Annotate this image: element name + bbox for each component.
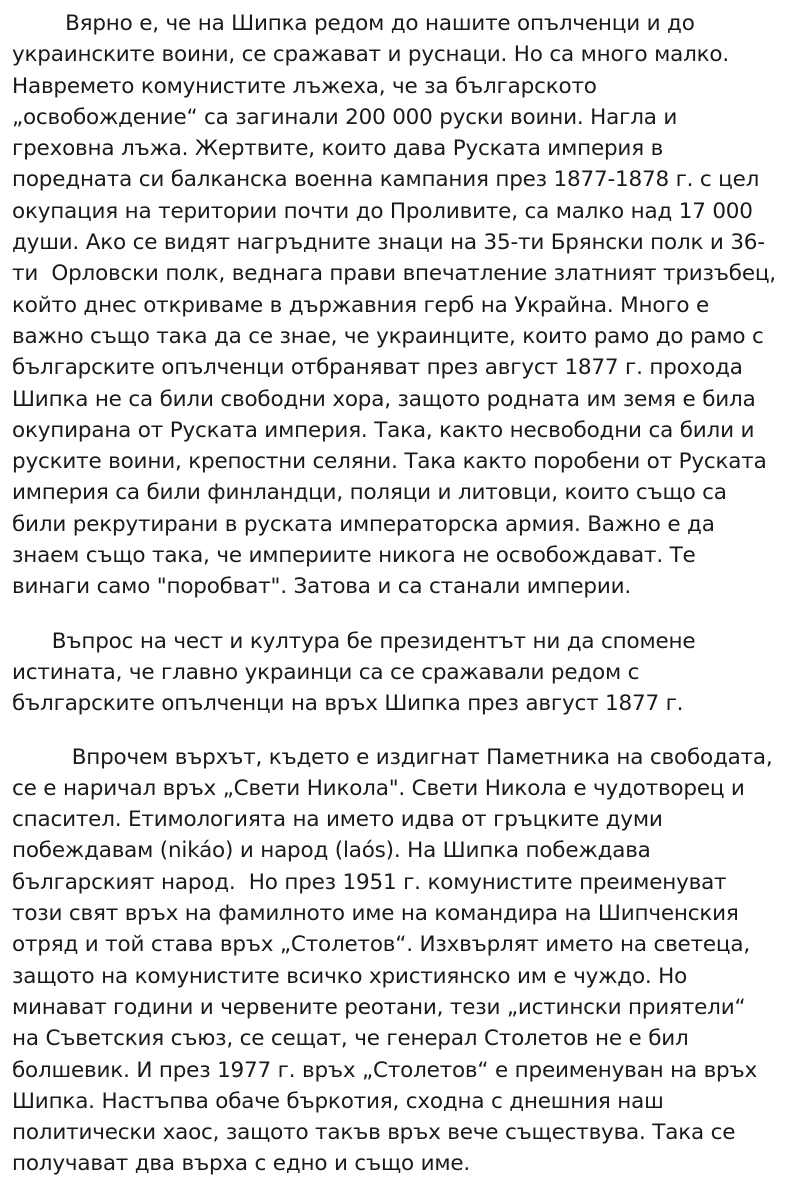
text-line: Впрочем върхът, където е издигнат Паметника на свободата, — [12, 744, 773, 770]
paragraph-1 — [12, 8, 778, 603]
text-line: спасител. Етимологията на името идва от гръцките думи — [12, 807, 663, 833]
text-line: българските опълченци на връх Шипка през август 1877 г. — [12, 691, 684, 717]
paragraph-2 — [12, 626, 778, 720]
text-line: Шипка. Настъпва обаче бъркотия, сходна с днешния наш — [12, 1088, 664, 1114]
text-line: „освобождение“ са загинали 200 000 руски воини. Нагла и — [12, 104, 678, 130]
text-line: окупация на територии почти до Проливите, са малко над 17 000 — [12, 198, 753, 224]
text-line: българският народ. Но през 1951 г. комунистите преименуват — [12, 869, 727, 895]
text-line: Вярно е, че на Шипка редом до нашите опълченци и до — [12, 11, 695, 36]
text-line: важно също така да се знае, че украинците, които рамо до рамо с — [12, 323, 764, 349]
text-line: политически хаос, защото такъв връх вече съществува. Така се — [12, 1120, 736, 1146]
text-line: винаги само "поробват". Затова и са станали империи. — [12, 574, 632, 600]
text-line: окупирана от Руската империя. Така, както несвободни са били и — [12, 417, 755, 443]
paragraph-3 — [12, 742, 778, 1180]
text-line: били рекрутирани в руската императорска армия. Важно е да — [12, 511, 715, 537]
text-line: Навремето комунистите лъжеха, че за българското — [12, 73, 597, 99]
text-line: защото на комунистите всичко християнско им е чуждо. Но — [12, 963, 688, 989]
paragraph-spacer — [12, 720, 778, 742]
text-line: ти Орловски полк, веднага прави впечатление златният тризъбец, — [12, 261, 776, 287]
text-line: поредната си балканска военна кампания през 1877-1878 г. с цел — [12, 167, 760, 193]
text-line: Шипка не са били свободни хора, защото родната им земя е била — [12, 386, 756, 412]
text-line: украинските воини, се сражават и руснаци. Но са много малко. — [12, 42, 730, 68]
text-line: получават два върха с едно и също име. — [12, 1151, 471, 1177]
paragraph-spacer — [12, 603, 778, 626]
text-line: на Съветския съюз, се сещат, че генерал Столетов не е бил — [12, 1026, 689, 1052]
text-line: този свят връх на фамилното име на командира на Шипченския — [12, 901, 739, 927]
text-line: истината, че главно украинци са се сражавали редом с — [12, 659, 640, 685]
text-line: побеждавам (nikáo) и народ (laós). На Шипка побеждава — [12, 838, 651, 864]
text-line: империя са били финландци, поляци и литовци, които също са — [12, 480, 727, 506]
text-line: отряд и той става връх „Столетов“. Изхвърлят името на светеца, — [12, 932, 750, 958]
text-line: минават години и червените реотани, тези „истински приятели“ — [12, 994, 746, 1020]
text-line: болшевик. И през 1977 г. връх „Столетов“ е преименуван на връх — [12, 1057, 758, 1083]
text-line: се е наричал връх „Свети Никола". Свети Никола е чудотворец и — [12, 775, 745, 801]
text-line: знаем също така, че империите никога не освобождават. Те — [12, 543, 696, 569]
text-line: руските воини, крепостни селяни. Така както поробени от Руската — [12, 449, 767, 475]
text-line: греховна лъжа. Жертвите, които дава Руската империя в — [12, 136, 664, 162]
text-line: души. Ако се видят нагръдните знаци на 35-ти Брянски полк и 36- — [12, 230, 765, 256]
text-line: българските опълченци отбраняват през август 1877 г. прохода — [12, 355, 743, 381]
text-line: който днес откриваме в държавния герб на Украйна. Много е — [12, 292, 710, 318]
text-line: Въпрос на чест и култура бе президентът ни да спомене — [12, 628, 696, 654]
